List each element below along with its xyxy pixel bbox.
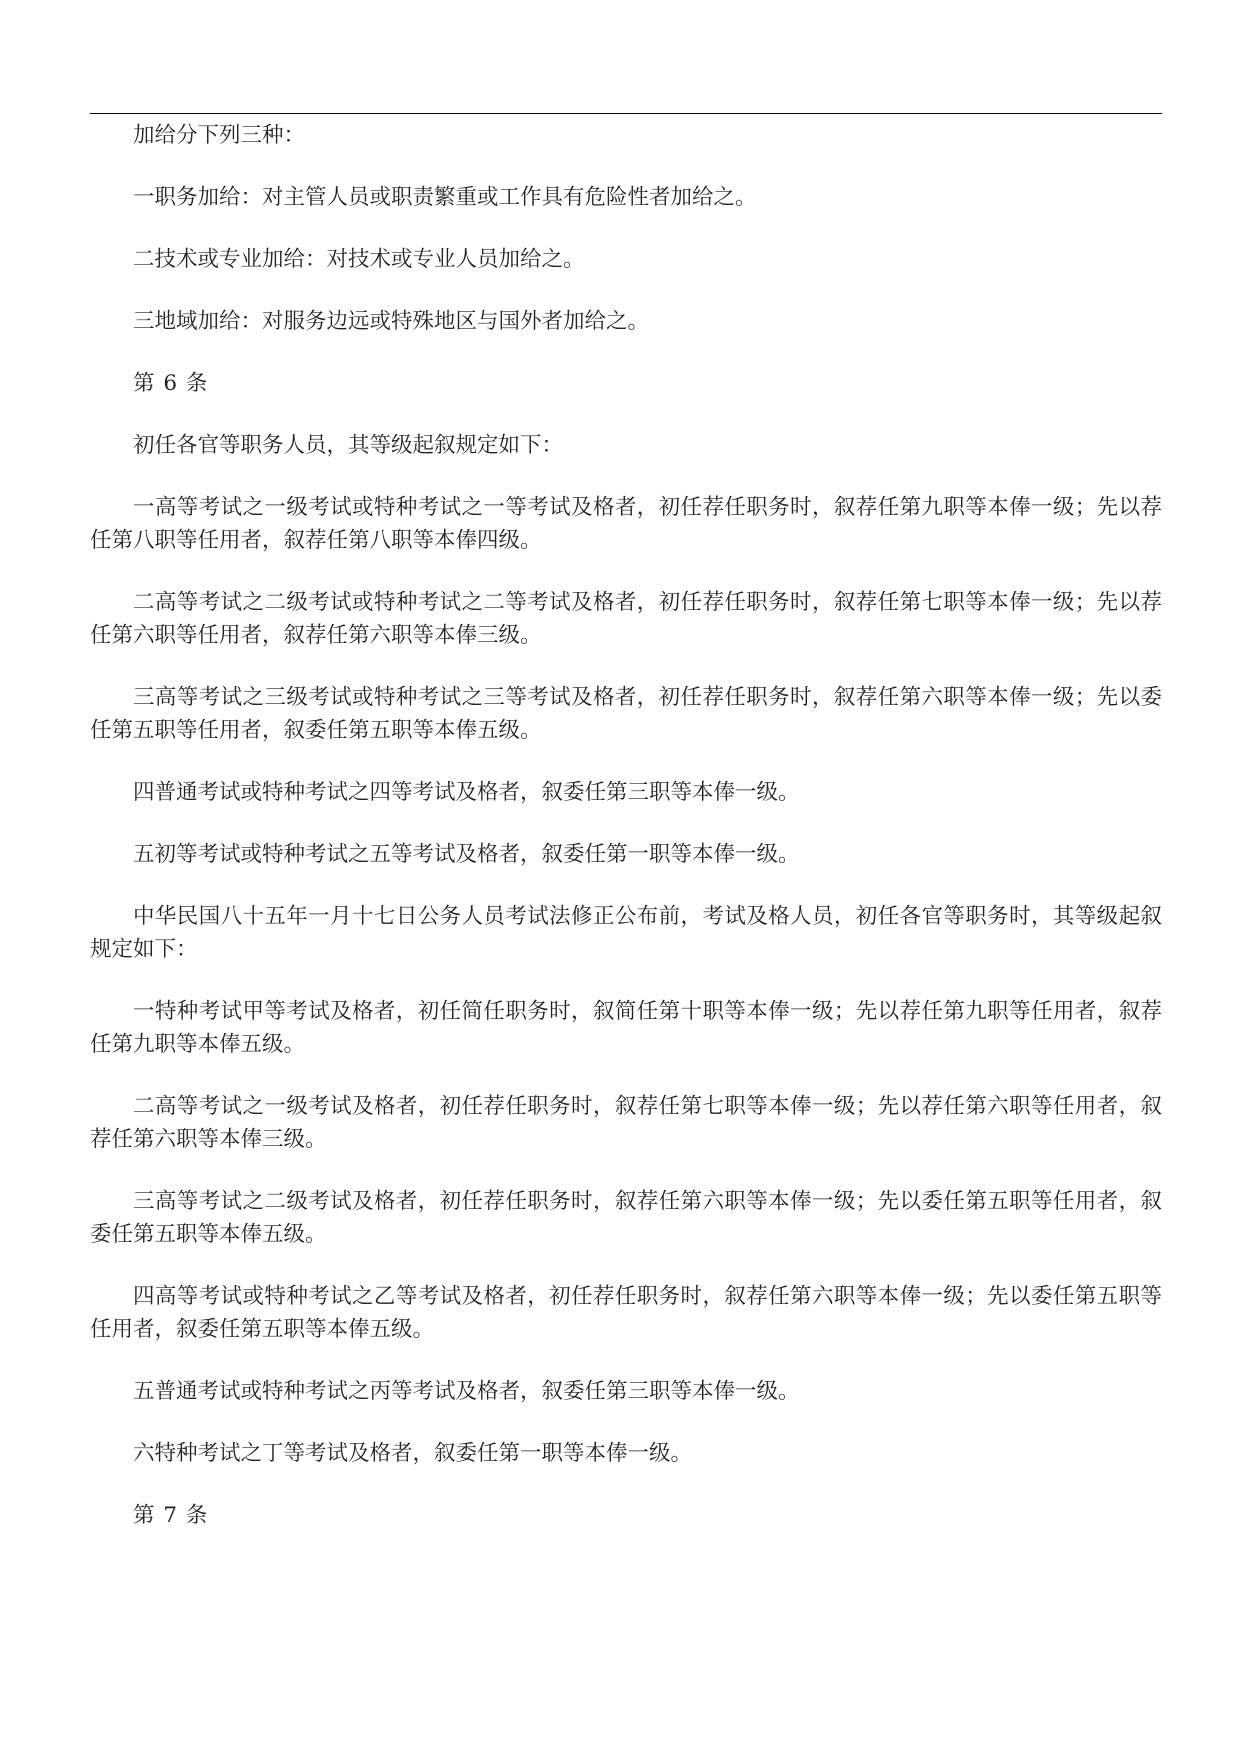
paragraph-grade-item-1: 一高等考试之一级考试或特种考试之一等考试及格者，初任荐任职务时，叙荐任第九职等本俸一级；先以荐任第八职等任用者，叙荐任第八职等本俸四级。 (90, 495, 1162, 553)
document-body (90, 119, 1162, 1561)
paragraph-pre-1996-intro: 中华民国八十五年一月十七日公务人员考试法修正公布前，考试及格人员，初任各官等职务时，其等级起叙规定如下： (90, 904, 1162, 962)
paragraph-grade-item-3: 三高等考试之三级考试或特种考试之三等考试及格者，初任荐任职务时，叙荐任第六职等本俸一级；先以委任第五职等任用者，叙委任第五职等本俸五级。 (90, 685, 1162, 743)
article-heading-7: 第 7 条 (133, 1503, 209, 1528)
paragraph-duty-allowance: 一职务加给：对主管人员或职责繁重或工作具有危险性者加给之。 (133, 185, 757, 210)
paragraph-pre-1996-item-1: 一特种考试甲等考试及格者，初任简任职务时，叙简任第十职等本俸一级；先以荐任第九职等任用者，叙荐任第九职等本俸五级。 (90, 999, 1162, 1057)
header-rule (90, 113, 1162, 114)
paragraph-pre-1996-item-5: 五普通考试或特种考试之丙等考试及格者，叙委任第三职等本俸一级。 (133, 1379, 800, 1404)
paragraph-regional-allowance: 三地域加给：对服务边远或特殊地区与国外者加给之。 (133, 309, 650, 334)
paragraph-pre-1996-item-2: 二高等考试之一级考试及格者，初任荐任职务时，叙荐任第七职等本俸一级；先以荐任第六职等任用者，叙荐任第六职等本俸三级。 (90, 1094, 1162, 1152)
paragraph-grade-item-5: 五初等考试或特种考试之五等考试及格者，叙委任第一职等本俸一级。 (133, 842, 800, 867)
paragraph-technical-allowance: 二技术或专业加给：对技术或专业人员加给之。 (133, 247, 585, 272)
paragraph-grade-item-4: 四普通考试或特种考试之四等考试及格者，叙委任第三职等本俸一级。 (133, 780, 800, 805)
paragraph-pre-1996-item-3: 三高等考试之二级考试及格者，初任荐任职务时，叙荐任第六职等本俸一级；先以委任第五职等任用者，叙委任第五职等本俸五级。 (90, 1189, 1162, 1247)
article-heading-6: 第 6 条 (133, 371, 209, 396)
paragraph-initial-grade-intro: 初任各官等职务人员，其等级起叙规定如下： (133, 433, 564, 458)
paragraph-allowance-intro: 加给分下列三种： (133, 123, 306, 148)
paragraph-pre-1996-item-4: 四高等考试或特种考试之乙等考试及格者，初任荐任职务时，叙荐任第六职等本俸一级；先以委任第五职等任用者，叙委任第五职等本俸五级。 (90, 1284, 1162, 1342)
paragraph-pre-1996-item-6: 六特种考试之丁等考试及格者，叙委任第一职等本俸一级。 (133, 1441, 693, 1466)
paragraph-grade-item-2: 二高等考试之二级考试或特种考试之二等考试及格者，初任荐任职务时，叙荐任第七职等本俸一级；先以荐任第六职等任用者，叙荐任第六职等本俸三级。 (90, 590, 1162, 648)
